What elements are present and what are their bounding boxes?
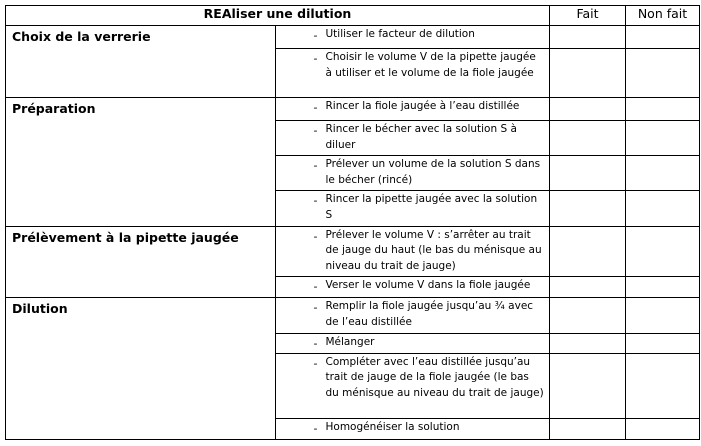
step-bullet: - (276, 277, 324, 298)
step-bullet: - (276, 191, 324, 226)
step-text: Utiliser le facteur de dilution (324, 26, 550, 49)
step-bullet: - (276, 156, 324, 191)
step-text: Rincer la fiole jaugée à l’eau distillée (324, 98, 550, 121)
done-cell[interactable] (550, 156, 626, 191)
step-text: Rincer la pipette jaugée avec la solution S (324, 191, 550, 226)
step-text: Prélever le volume V : s’arrêter au trait de jauge du haut (le bas du ménisque au niveau du trait de jauge) (324, 226, 550, 277)
table-title: REAliser une dilution (6, 6, 550, 26)
not-done-cell[interactable] (626, 98, 700, 121)
step-bullet: - (276, 98, 324, 121)
step-row (6, 226, 700, 277)
done-cell[interactable] (550, 298, 626, 333)
step-bullet: - (276, 353, 324, 418)
column-header-done: Fait (550, 6, 626, 26)
step-row (6, 26, 700, 49)
not-done-cell[interactable] (626, 418, 700, 439)
not-done-cell[interactable] (626, 333, 700, 353)
step-bullet: - (276, 333, 324, 353)
done-cell[interactable] (550, 277, 626, 298)
done-cell[interactable] (550, 98, 626, 121)
section-title: Choix de la verrerie (6, 26, 276, 98)
step-text: Choisir le volume V de la pipette jaugée à utiliser et le volume de la fiole jaugée (324, 49, 550, 98)
step-bullet: - (276, 418, 324, 439)
done-cell[interactable] (550, 226, 626, 277)
not-done-cell[interactable] (626, 121, 700, 156)
header-row (6, 6, 700, 26)
section-title: Prélèvement à la pipette jaugée (6, 226, 276, 298)
step-text: Homogénéiser la solution (324, 418, 550, 439)
dilution-checklist-table (5, 5, 700, 440)
section-title: Préparation (6, 98, 276, 227)
done-cell[interactable] (550, 121, 626, 156)
step-text: Verser le volume V dans la fiole jaugée (324, 277, 550, 298)
done-cell[interactable] (550, 191, 626, 226)
done-cell[interactable] (550, 353, 626, 418)
done-cell[interactable] (550, 26, 626, 49)
not-done-cell[interactable] (626, 353, 700, 418)
not-done-cell[interactable] (626, 277, 700, 298)
step-bullet: - (276, 26, 324, 49)
step-bullet: - (276, 49, 324, 98)
step-row (6, 98, 700, 121)
column-header-not-done: Non fait (626, 6, 700, 26)
step-bullet: - (276, 298, 324, 333)
step-bullet: - (276, 226, 324, 277)
step-text: Rincer le bécher avec la solution S à diluer (324, 121, 550, 156)
step-row (6, 298, 700, 333)
not-done-cell[interactable] (626, 156, 700, 191)
not-done-cell[interactable] (626, 26, 700, 49)
step-bullet: - (276, 121, 324, 156)
section-title: Dilution (6, 298, 276, 439)
step-text: Prélever un volume de la solution S dans le bécher (rincé) (324, 156, 550, 191)
not-done-cell[interactable] (626, 191, 700, 226)
checklist-body (6, 26, 700, 440)
not-done-cell[interactable] (626, 49, 700, 98)
step-text: Compléter avec l’eau distillée jusqu’au trait de jauge de la fiole jaugée (le bas du ménisque au niveau du trait de jauge) (324, 353, 550, 418)
done-cell[interactable] (550, 418, 626, 439)
done-cell[interactable] (550, 49, 626, 98)
done-cell[interactable] (550, 333, 626, 353)
step-text: Remplir la fiole jaugée jusqu’au ¾ avec de l’eau distillée (324, 298, 550, 333)
not-done-cell[interactable] (626, 226, 700, 277)
not-done-cell[interactable] (626, 298, 700, 333)
step-text: Mélanger (324, 333, 550, 353)
